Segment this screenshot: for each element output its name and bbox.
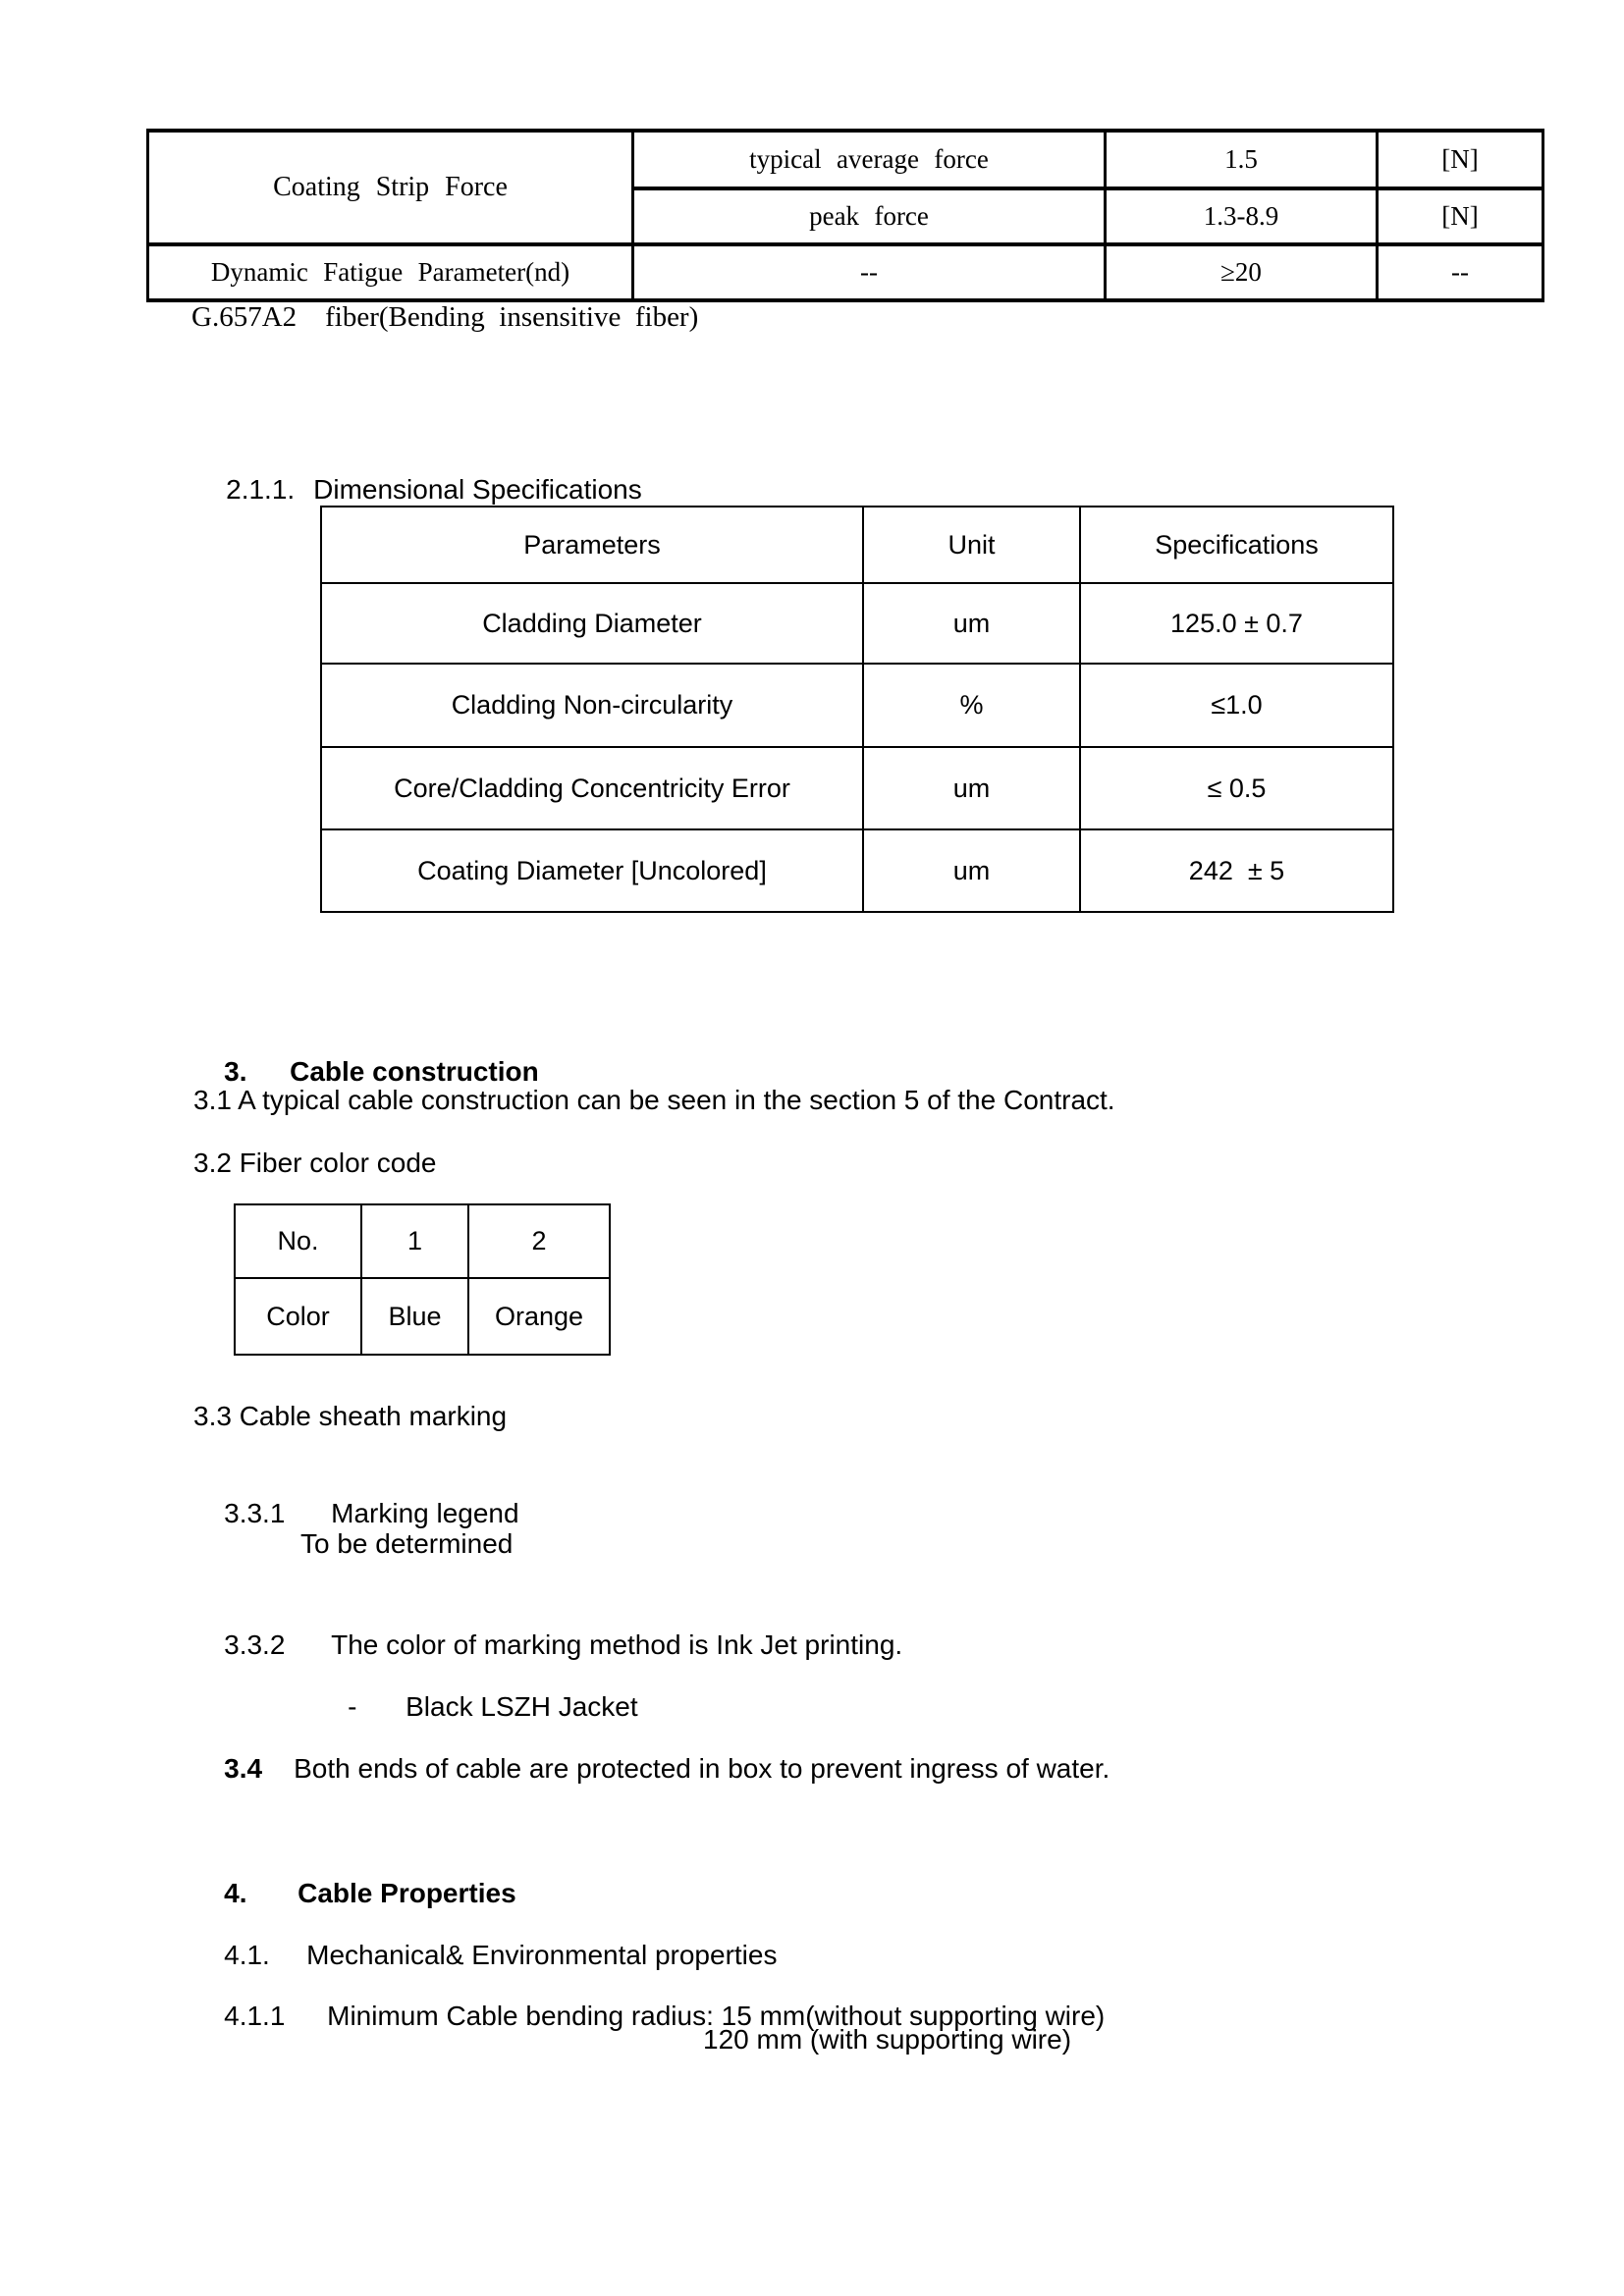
table-cell: ≤1.0 bbox=[1080, 664, 1393, 747]
item-3-1: 3.1 A typical cable construction can be seen in the section 5 of the Contract. bbox=[193, 1085, 1115, 1115]
table-cell: No. bbox=[235, 1204, 361, 1278]
table-cell: Color bbox=[235, 1278, 361, 1355]
table-cell: 125.0 ± 0.7 bbox=[1080, 583, 1393, 664]
table-cell: um bbox=[863, 583, 1080, 664]
table-cell: 242 ± 5 bbox=[1080, 829, 1393, 912]
item-3-4 bbox=[193, 1716, 1110, 1822]
section-number: 4.1.1 bbox=[224, 2001, 286, 2031]
table-cell: Coating Diameter [Uncolored] bbox=[321, 829, 863, 912]
item-text: Black LSZH Jacket bbox=[406, 1691, 638, 1722]
section-title: Cable construction bbox=[290, 1056, 539, 1087]
item-4-1-1-continuation: 120 mm (with supporting wire) bbox=[703, 2024, 1072, 2055]
item-text: Minimum Cable bending radius: 15 mm(without supporting wire) bbox=[327, 2001, 1106, 2031]
table-cell: Dynamic Fatigue Parameter(nd) bbox=[148, 244, 633, 300]
item-text: Mechanical& Environmental properties bbox=[306, 1940, 778, 1970]
item-3-3: 3.3 Cable sheath marking bbox=[193, 1401, 508, 1431]
table-cell: Orange bbox=[468, 1278, 610, 1355]
table-cell: % bbox=[863, 664, 1080, 747]
table-cell: Core/Cladding Concentricity Error bbox=[321, 747, 863, 829]
table-cell: ≥20 bbox=[1106, 244, 1378, 300]
section-title: Cable Properties bbox=[298, 1878, 516, 1908]
table-cell: -- bbox=[633, 244, 1106, 300]
table-header-cell: Unit bbox=[863, 507, 1080, 583]
table-header-cell: Specifications bbox=[1080, 507, 1393, 583]
table-cell: -- bbox=[1378, 244, 1543, 300]
section-number: 2.1.1. bbox=[226, 474, 296, 505]
section-number: 4.1. bbox=[224, 1940, 270, 1970]
table-cell: [N] bbox=[1378, 131, 1543, 188]
table-cell: um bbox=[863, 747, 1080, 829]
item-text: The color of marking method is Ink Jet printing. bbox=[331, 1629, 903, 1660]
section-number: 3.3.1 bbox=[224, 1498, 286, 1528]
table-cell: ≤ 0.5 bbox=[1080, 747, 1393, 829]
section-number: 3.4 bbox=[224, 1753, 263, 1784]
section-number: 3.3.2 bbox=[224, 1629, 286, 1660]
fiber-color-code-table bbox=[234, 1203, 611, 1356]
table-cell-group-label: Coating Strip Force bbox=[148, 131, 633, 244]
table-cell: peak force bbox=[633, 188, 1106, 244]
dash-bullet: - bbox=[348, 1691, 357, 1722]
table-cell: Blue bbox=[361, 1278, 468, 1355]
table-cell: um bbox=[863, 829, 1080, 912]
table-cell: Cladding Non-circularity bbox=[321, 664, 863, 747]
table-cell: 2 bbox=[468, 1204, 610, 1278]
section-number: 3. bbox=[224, 1056, 247, 1087]
marking-legend-value: To be determined bbox=[300, 1528, 514, 1559]
fiber-type-note: G.657A2 fiber(Bending insensitive fiber) bbox=[191, 301, 699, 333]
dimensional-specs-table bbox=[320, 506, 1394, 913]
table-cell: 1.3-8.9 bbox=[1106, 188, 1378, 244]
table-header-cell: Parameters bbox=[321, 507, 863, 583]
item-3-2: 3.2 Fiber color code bbox=[193, 1148, 437, 1178]
table-cell: Cladding Diameter bbox=[321, 583, 863, 664]
section-number: 4. bbox=[224, 1878, 247, 1908]
table-cell: 1 bbox=[361, 1204, 468, 1278]
strip-force-table bbox=[146, 129, 1544, 302]
item-text: Marking legend bbox=[331, 1498, 519, 1528]
table-cell: 1.5 bbox=[1106, 131, 1378, 188]
section-title: Dimensional Specifications bbox=[313, 474, 642, 505]
item-text: Both ends of cable are protected in box to prevent ingress of water. bbox=[294, 1753, 1110, 1784]
table-cell: typical average force bbox=[633, 131, 1106, 188]
table-cell: [N] bbox=[1378, 188, 1543, 244]
